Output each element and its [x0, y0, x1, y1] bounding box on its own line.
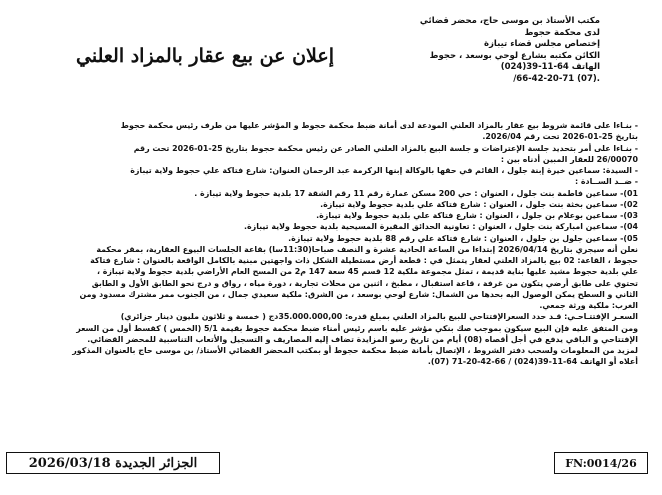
office-line: لدى محكمة حجوط: [524, 27, 600, 38]
body-line: علي بلدية حجوط مشيد عليها بناية قديمة ، تمثل مجموعة ملكية 12 قسم 45 سعة 147 م2 من المسح العام الأراضي بلدية حجوط ولاية تيبازة ،: [96, 267, 638, 277]
body-line: 04)- سماعين امباركة بنت جلول ، العنوان : تعاونية الحدائق المقبرة المسيحية بلدية حجوط ولاية تيبازة.: [244, 222, 638, 232]
newspaper-date-box: الجزائر الجديدة 2026/03/18: [6, 452, 220, 474]
body-line: - بنـاءا على أمر بتحديد جلسة الإعتراضات و جلسة البيع بالمزاد العلني الصادر عن رئيس محكمة حجوط بتاريخ 25-01-2026 تحت رقم: [133, 143, 638, 153]
office-line: إختصاص مجلس قضاء تيبازة: [484, 39, 600, 50]
announcement-body: [22, 120, 638, 368]
body-line: 26/00070 للعقار المبين أدناه بين :: [500, 154, 638, 164]
body-line: 01)- سماعين فاطمة بنت جلول ، العنوان : حي 200 مسكن عمارة رقم 11 رقم الشقة 17 بلدية حجوط ولاية تيبازة .: [194, 188, 638, 198]
announcement-title: إعلان عن بيع عقار بالمزاد العلني: [76, 45, 334, 67]
office-line: الهاتف 64-11-39(024): [500, 62, 600, 73]
body-line: 05)- سماعين جلول بن جلول ، العنوان : شارع فتاكة علي رقم 88 بلدية حجوط ولاية تيبازة.: [288, 233, 638, 243]
fn-reference-box: FN:0014/26: [554, 452, 648, 474]
office-line: مكتب الأستاذ بن موسى حاج، محضر قضائي: [419, 16, 600, 26]
body-line: الثاني و السطح يمكن الوصول اليه بحدها من الشمال: شارع لوحي بوسعد ، من الشرق: ملكية سعيدي جمال ، من الجنوب ممر مشترك مسدود ومن: [79, 289, 638, 299]
body-line: لمزيد من المعلومات ولسحب دفتر الشروط ، الإتصال بأمانة ضبط محكمة حجوط أو بمكتب المحضر القضائي الأستاذ/ بن موسى حاج بالعنوان المذكور: [72, 346, 638, 355]
body-line: 03)- سماعين بوعلام بن جلول ، العنوان : شارع فتاكة علي بلدية حجوط ولاية تيبازة.: [316, 211, 638, 220]
body-line: - السيدة: سماعين خيرة إبنة جلول ، القائم في حقها بالوكالة إبنها الركرمة عبد الرحمان العنوان: شارع فتاكة علي حجوط ولاية تيبازة: [130, 166, 638, 175]
body-line: ومن المتفق عليه فإن البيع سيكون بموجب صك بنكي مؤشر عليه باسم رئيس أمناء ضبط محكمة حجوط بقيمة 5/1 (الخمس ) كقسط أول من السعر: [76, 323, 638, 333]
body-line: الإفتتاحي و الباقي يدفع في أجل أقصاه (08) أيام من تاريخ رسو المزايدة تضاف إليه المصاريف و التسجيل والأتعاب التناسبية للمحضر القضائي.: [87, 334, 638, 344]
body-line: نعلن أنه سيجري بتاريخ 2026/04/14 إبتداءا من الساعة الحادية عشرة و النصف صباحا(11:30سا) بقاعة الجلسات البيوع العقارية، بمقر محكمة: [96, 244, 638, 254]
office-line: /66-42-20-71 (07).: [513, 73, 600, 84]
body-line: - بنـاءا على قائمة شروط بيع عقار بالمزاد العلني المودعة لدى أمانة ضبط محكمة حجوط و المؤشر عليها من طرف رئيس محكمة حجوط: [120, 121, 638, 130]
bailiff-office-block: [390, 16, 600, 86]
body-line: السعـر الإفتتـاحـي: قـد حدد السعرالإفتتاحي للبيع بالمزاد العلني بمبلغ قدره: 35.000.000,00دج ( خمسة و ثلاثون مليون دينار جزائري): [120, 312, 638, 322]
body-line: حجوط ، القاعة: 02 بيع بالمزاد العلني لعقار يتمثل في : قطعة أرض مستطيلة الشكل ذات واجهتين مبنية بالكامل الواقعة بالعنوان : شارع فتاكة: [90, 256, 638, 265]
body-line: 02)- سماعين بخثة بنت جلول ، العنوان : شارع فتاكة علي بلدية حجوط ولاية تيبازة.: [320, 199, 638, 209]
body-line: أعلاه أو الهاتف 64-11-39(024) / 66-42-20-71 (07).: [427, 357, 638, 367]
body-line: الغرب: ملكية ورثة جمعي.: [539, 301, 638, 310]
body-line: بتاريخ 25-01-2026 تحت رقم 2026/04.: [482, 132, 638, 142]
office-line: الكائن مكتبه بشارع لوحي بوسعد ، حجوط: [429, 50, 600, 61]
body-line: - ضــد الســادة :: [574, 177, 638, 187]
body-line: تحتوي على طابق أرضي يتكون من غرفة ، قاعة استقبال ، مطبخ ، اثنين من محلات تجارية ، دورة مياه ، رواق و درج نحو الطابق الأول و الطابق: [91, 278, 638, 288]
